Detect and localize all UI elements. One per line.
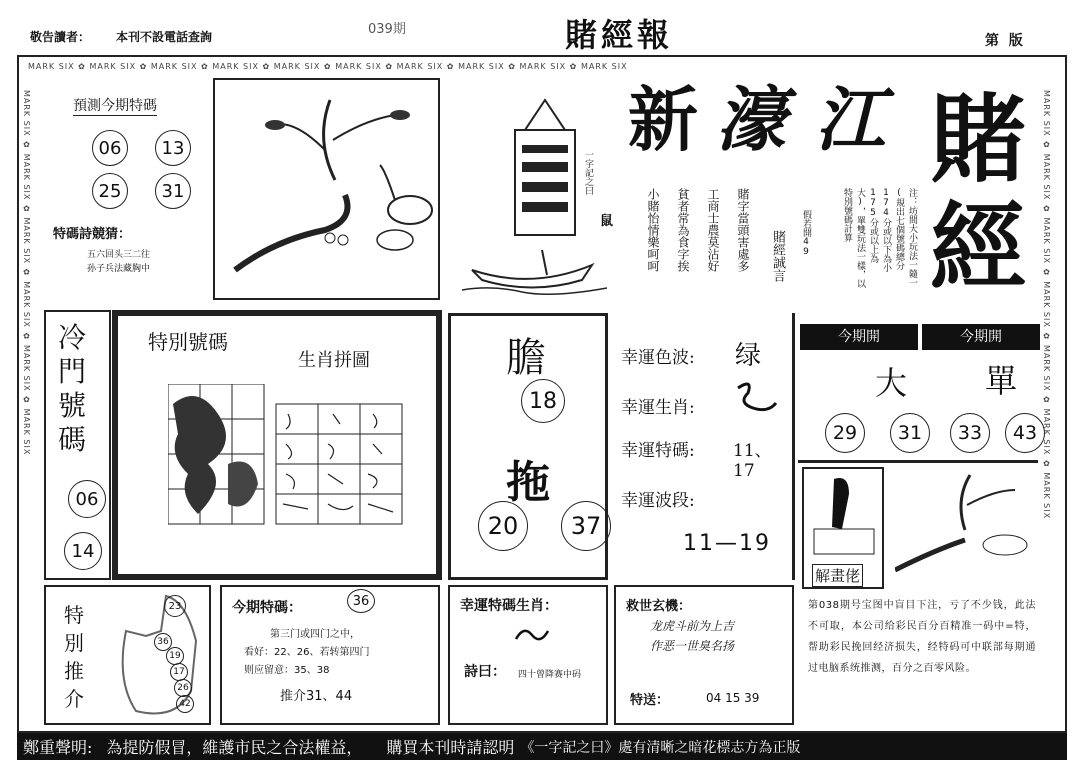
predict-title: 預測今期特碼	[73, 95, 157, 116]
draw-single: 單	[985, 362, 1018, 400]
riddle-picture	[213, 78, 440, 300]
draw-tab-2: 今期開	[922, 324, 1040, 350]
lucky-zodiac-poem: 四十曾降赛中码	[518, 670, 582, 680]
rescue-special-value: 04 15 39	[706, 691, 760, 705]
rescue-title: 救世玄機：	[626, 599, 692, 614]
predict-section	[45, 85, 210, 295]
poem-label: 特碼詩競猜：	[53, 227, 132, 242]
yiziji-label: 一字記之曰	[583, 150, 593, 195]
puzzle-title: 生肖拼圖	[298, 350, 370, 371]
special-number-panel	[112, 310, 442, 580]
dujing-char-2: 經	[930, 191, 1026, 304]
cold-title-4: 碼	[58, 423, 87, 456]
dragon-icon	[512, 621, 552, 649]
boat-illustration	[462, 240, 607, 300]
mark-six-strip-left: MARK SIX ✿ MARK SIX ✿ MARK SIX ✿ MARK SIX ✿ MARK SIX ✿ MARK SIX	[22, 90, 31, 456]
footer-a: 鄭重聲明:	[23, 738, 93, 757]
current-special-panel	[220, 585, 440, 725]
lucky-divider	[792, 313, 795, 580]
saying-2: 工商士農莫沾好	[706, 188, 720, 272]
draw-tab-1: 今期開	[800, 324, 918, 350]
lucky-range-label: 幸運波段:	[621, 491, 695, 511]
current-line-2: 看好：22、26、若转第四门	[244, 647, 370, 658]
lucky-panel	[613, 313, 793, 580]
rescue-special-label: 特送：	[630, 693, 670, 708]
recommend-number-4: 17	[170, 663, 188, 681]
issue-number: 039期	[368, 22, 406, 37]
footer-b: 為提防假冒，維護市民之合法權益，	[106, 738, 363, 757]
lucky-color-label: 幸運色波:	[621, 348, 695, 368]
draw-number-1: 29	[825, 413, 865, 453]
cold-title-1: 冷	[58, 321, 87, 354]
dossier-illustration	[510, 90, 590, 240]
draw-number-3: 33	[950, 413, 990, 453]
saying-1: 賭字當頭害處多	[736, 188, 750, 272]
lucky-zodiac-poem-label: 詩曰：	[464, 664, 506, 680]
current-number: 36	[347, 589, 375, 613]
poem-line-2: 孙子兵法藏胸中	[87, 264, 151, 274]
rat-label: 鼠	[600, 214, 614, 229]
cold-title-2: 門	[58, 355, 87, 388]
recommend-title-1: 特	[64, 603, 84, 627]
footer-c: 購買本刊時請認明	[386, 738, 515, 757]
header	[0, 0, 1080, 55]
lucky-color-value: 绿	[735, 341, 762, 371]
no-phone-text: 本刊不設電話查詢	[116, 30, 213, 44]
recommend-title-2: 別	[64, 631, 84, 655]
current-line-3: 则应留意：35、38	[244, 665, 330, 676]
recommend-number-3: 19	[166, 647, 184, 665]
hand-brush-icon	[804, 469, 882, 559]
dan-number: 18	[521, 379, 565, 423]
draw-panel	[800, 318, 1040, 458]
special-title: 特別號碼	[148, 330, 228, 354]
footer-bar	[17, 733, 1067, 760]
rules-note: 注：坊間大小玩法一隨一(規出七個號碼總分174分或以下為小175分或以上為大)，單雙玩法一樣，以特別號碼計算	[842, 188, 917, 288]
mark-six-strip-right: MARK SIX ✿ MARK SIX ✿ MARK SIX ✿ MARK SIX ✿ MARK SIX ✿ MARK SIX ✿ MARK SIX	[1042, 90, 1051, 520]
draw-number-4: 43	[1005, 413, 1045, 453]
predict-number-4: 31	[155, 173, 191, 209]
rescue-line-2: 作恶一世臭名扬	[650, 639, 735, 653]
saying-3: 貧者常為食字挨	[676, 188, 690, 272]
recommend-number-6: 42	[176, 695, 194, 713]
jiehua-picture	[802, 467, 884, 589]
lucky-zodiac-panel	[448, 585, 608, 725]
tuo-char: 拖	[506, 457, 550, 508]
page-title: 賭經報	[565, 16, 674, 54]
cold-number-2: 14	[64, 532, 102, 570]
page-number: 第 版	[985, 33, 1023, 49]
zodiac-puzzle-grid	[168, 384, 428, 534]
mark-six-strip-top: MARK SIX ✿ MARK SIX ✿ MARK SIX ✿ MARK SIX ✿ MARK SIX ✿ MARK SIX ✿ MARK SIX ✿ MARK SIX ✿ MARK SIX ✿ MARK SIX	[28, 62, 628, 71]
rescue-line-1: 龙虎斗前为上吉	[650, 619, 735, 633]
tuo-number-2: 37	[561, 501, 611, 551]
footer-d: 《一字記之曰》處有清晰之暗花標志方為正版	[520, 739, 801, 756]
tuo-number-1: 20	[478, 501, 528, 551]
dujing-char-1: 賭	[930, 83, 1026, 196]
brand-char-1: 新	[628, 78, 698, 161]
cold-number-1: 06	[68, 480, 106, 518]
brand-char-2: 濠	[716, 78, 786, 161]
saying-4: 小賭怡情樂呵呵	[646, 188, 660, 272]
draw-number-2: 31	[890, 413, 930, 453]
recommend-number-2: 36	[154, 633, 172, 651]
dan-tuo-panel	[448, 313, 608, 580]
rescue-panel	[614, 585, 794, 725]
predict-number-1: 06	[92, 130, 128, 166]
draw-divider	[798, 460, 1038, 463]
jiehua-text: 第038期号宝图中盲目下注，亏了不少钱，此法不可取，本公司给彩民百分百精准一码中=特，帮助彩民挽回经济损失，经特码可中联部每期通过电脑系统推测，百分之百零风险。	[808, 600, 1036, 674]
current-title: 今期特碼：	[232, 600, 302, 616]
dan-char: 膽	[506, 335, 546, 381]
recommend-title-4: 介	[64, 687, 84, 711]
poem-line-1: 五六回头三二往	[87, 250, 151, 260]
dujing-chengyan: 賭經誠言	[770, 230, 785, 282]
recommend-title-3: 推	[64, 659, 84, 683]
lucky-number-value: 11、17	[733, 441, 772, 481]
recommend-number-5: 26	[174, 679, 192, 697]
fake-note: 假若開49	[801, 210, 811, 257]
current-line-1: 第三门或四门之中，	[270, 629, 360, 640]
warning-label: 敬告讀者：	[30, 30, 91, 44]
current-line-4: 推介31、44	[280, 689, 353, 704]
jiehua-label: 解畫佬	[812, 564, 863, 587]
cold-numbers-panel	[44, 310, 111, 580]
tree-goose-illustration	[215, 80, 438, 298]
tree-river-illustration	[895, 470, 1040, 590]
lucky-number-label: 幸運特碼:	[621, 441, 695, 461]
recommend-number-1: 23	[164, 595, 186, 617]
predict-number-2: 13	[155, 130, 191, 166]
recommend-panel	[44, 585, 211, 725]
predict-number-3: 25	[92, 173, 128, 209]
lucky-zodiac-label: 幸運生肖:	[621, 398, 695, 418]
snake-icon	[728, 378, 778, 418]
draw-big: 大	[875, 364, 908, 402]
brand-char-3: 江	[815, 78, 885, 161]
cold-title-3: 號	[58, 389, 87, 422]
lucky-range-value: 11—19	[683, 531, 771, 556]
lucky-zodiac-title: 幸運特碼生肖：	[460, 598, 558, 614]
